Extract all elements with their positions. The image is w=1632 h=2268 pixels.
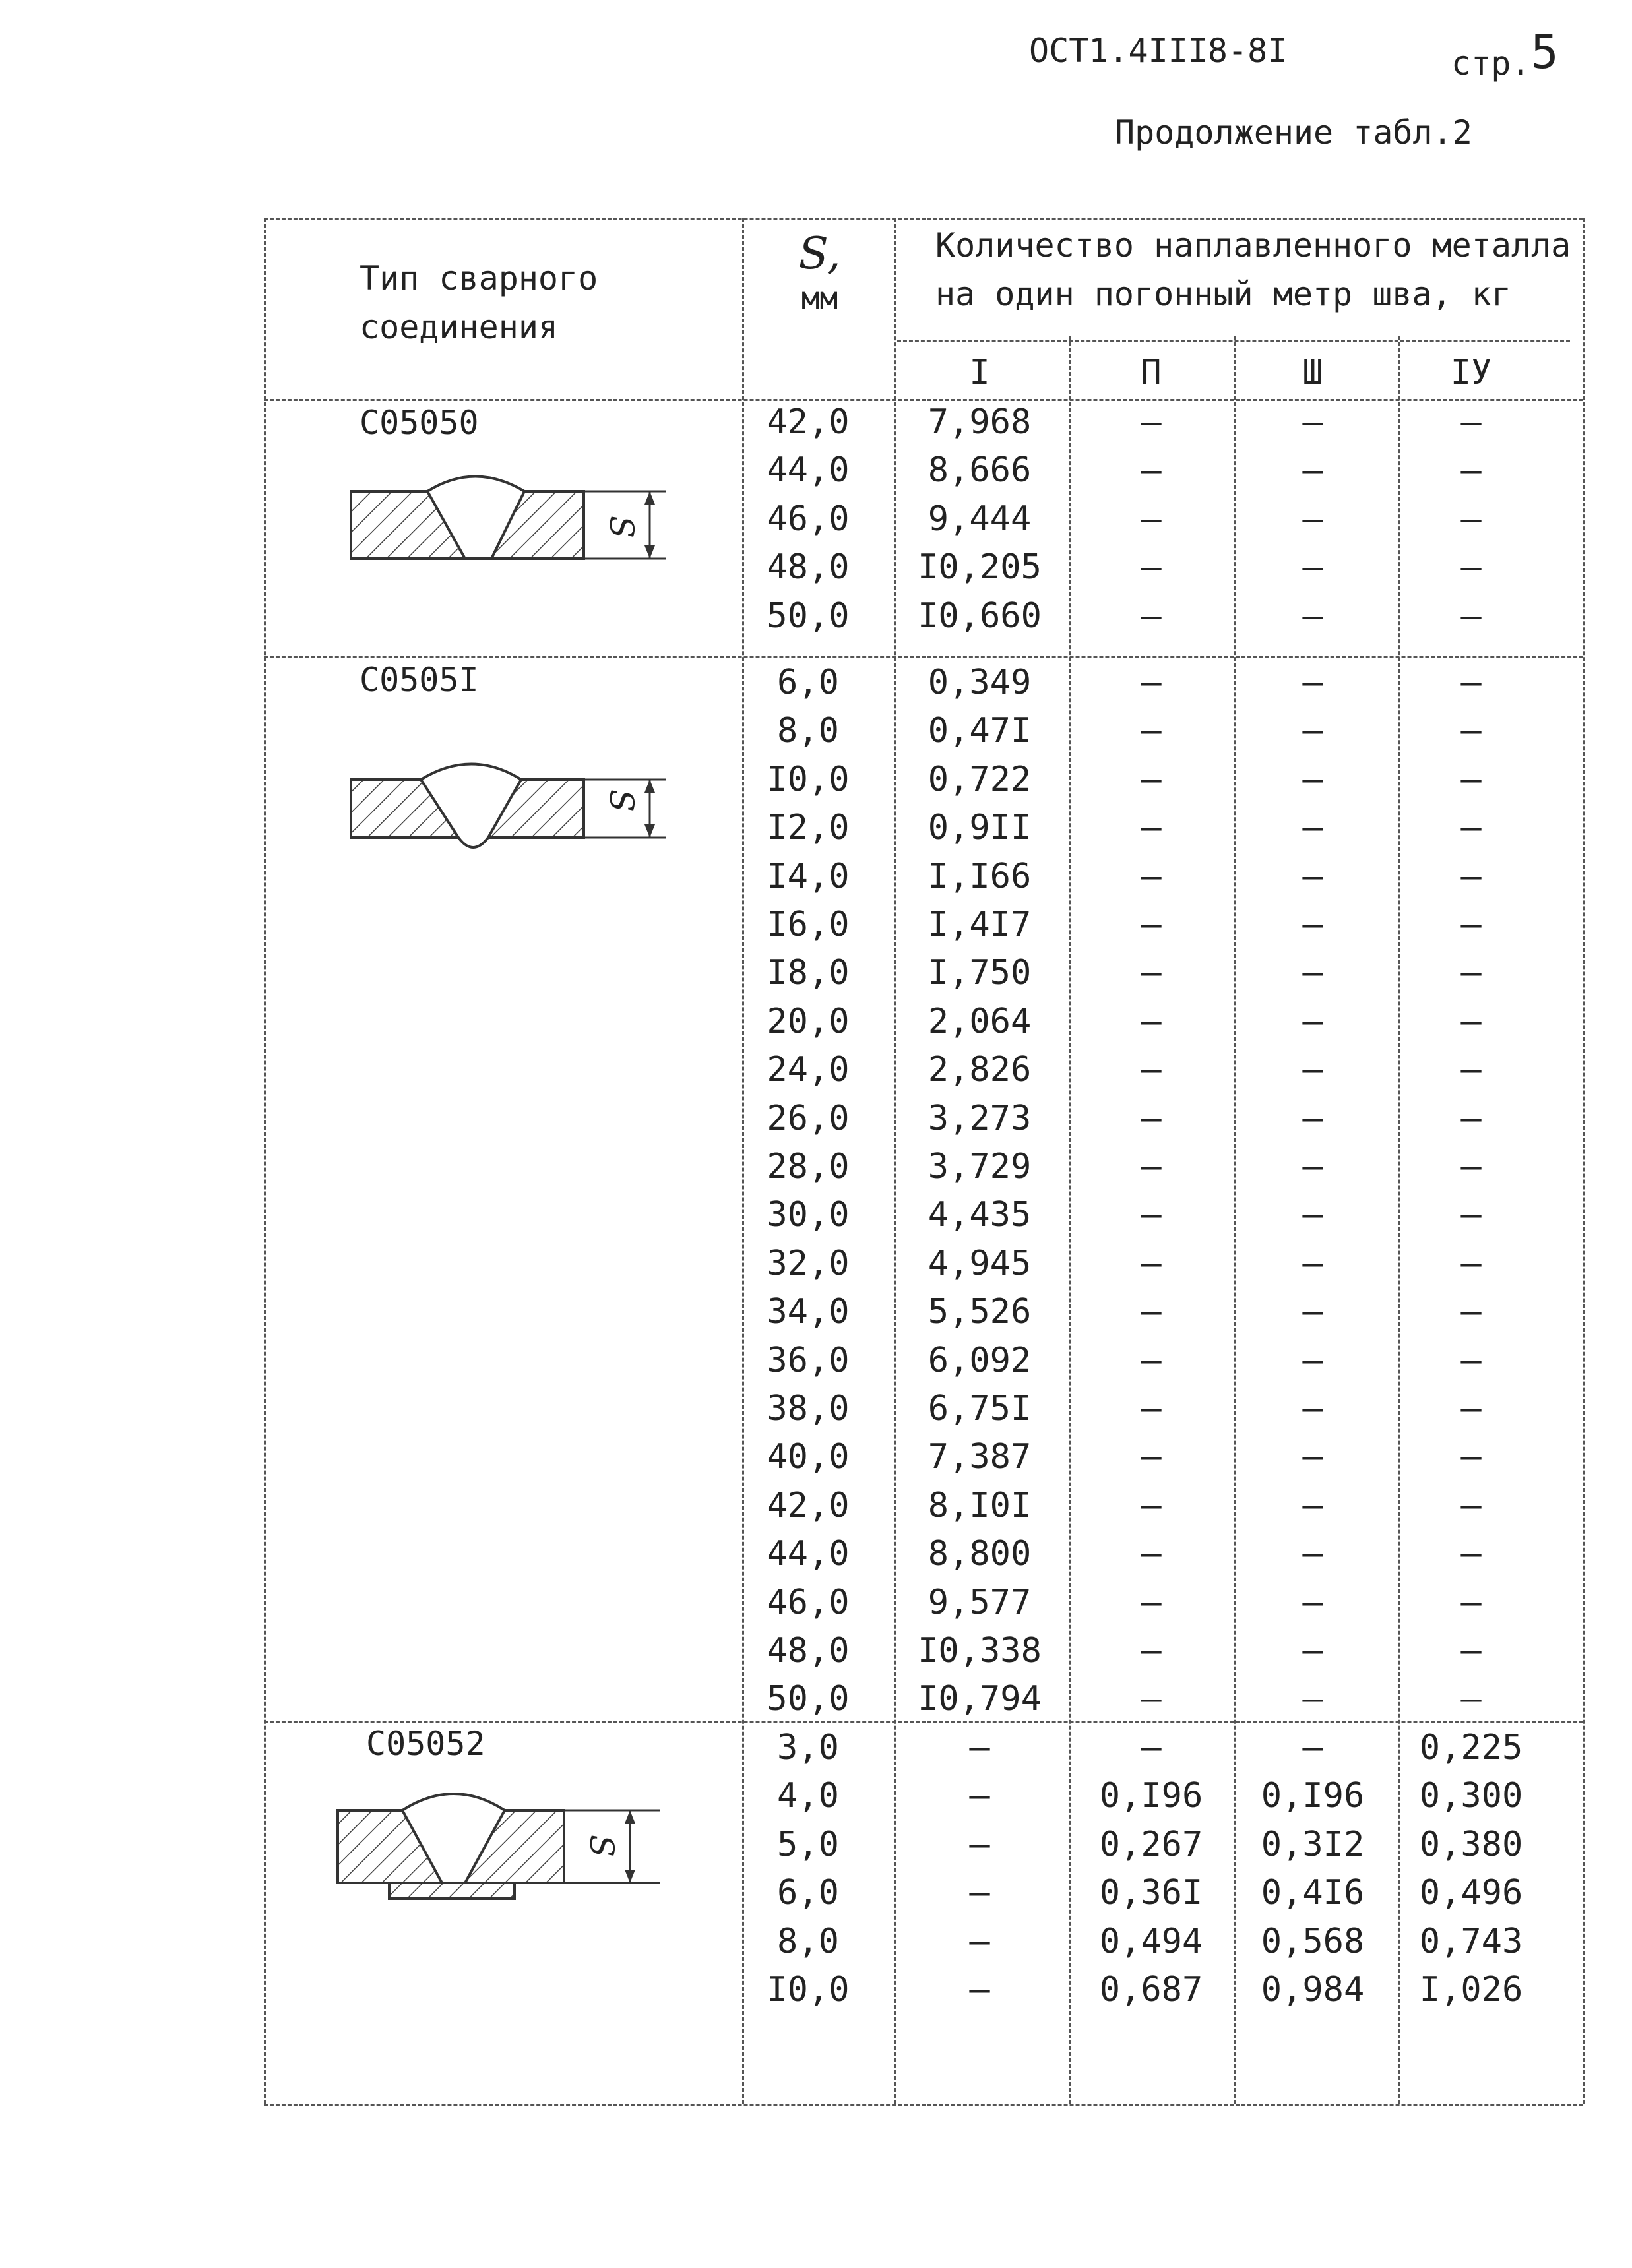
col-i-cell: 0,349 (927, 663, 1032, 702)
col-iii-cell: – (1302, 1340, 1323, 1380)
thickness-cell: 48,0 (767, 1631, 850, 1670)
col-ii-cell: – (1141, 596, 1162, 636)
col-iii-cell: – (1302, 1679, 1323, 1719)
col-iv-cell: – (1460, 1147, 1482, 1186)
col-ii-cell: – (1141, 856, 1162, 896)
col-iv-cell: – (1460, 499, 1482, 539)
col-i-cell: 8,800 (927, 1534, 1032, 1574)
col-iv-cell: 0,225 (1419, 1728, 1523, 1767)
page-label: стр. (1451, 44, 1531, 82)
col-i-cell: 2,826 (927, 1050, 1032, 1090)
thickness-cell: 50,0 (767, 1679, 850, 1719)
col-iii-cell: – (1302, 402, 1323, 442)
col-ii-cell: – (1141, 1485, 1162, 1525)
col-ii-cell: – (1141, 953, 1162, 993)
col-ii-cell: – (1141, 450, 1162, 491)
thickness-cell: I0,0 (767, 759, 850, 799)
col-i-cell: – (969, 1873, 990, 1913)
col-iii-cell: 0,4I6 (1261, 1873, 1365, 1913)
thickness-cell: I0,0 (767, 1970, 850, 2009)
subcol-header-2: П (1141, 353, 1162, 392)
table-continuation-caption: Продолжение табл.2 (1115, 113, 1472, 152)
col-i-cell: 7,387 (927, 1437, 1032, 1477)
thickness-cell: 4,0 (777, 1776, 839, 1816)
col-iii-cell: – (1302, 1631, 1323, 1670)
col-i-cell: 0,9II (927, 808, 1032, 848)
col-iv-cell: – (1460, 1631, 1482, 1670)
thickness-cell: 42,0 (767, 402, 850, 442)
col-i-cell: 3,273 (927, 1098, 1032, 1138)
col-i-cell: 9,444 (927, 499, 1032, 539)
col-iii-cell: – (1302, 1389, 1323, 1428)
col-iii-cell: – (1302, 1485, 1323, 1525)
col-iii-cell: – (1302, 1582, 1323, 1622)
thickness-cell: 28,0 (767, 1147, 850, 1186)
col-ii-cell: – (1141, 1389, 1162, 1428)
col-iii-cell: – (1302, 450, 1323, 491)
joint-type-code: С05052 (366, 1725, 486, 1763)
col-iii-cell: – (1302, 1098, 1323, 1138)
col-iv-cell: 0,496 (1419, 1873, 1523, 1913)
col-i-cell: 9,577 (927, 1582, 1032, 1622)
col-iv-cell: – (1460, 1001, 1482, 1041)
col-iv-cell: – (1460, 1437, 1482, 1477)
col-ii-cell: – (1141, 711, 1162, 751)
col-iv-cell: – (1460, 402, 1482, 442)
col-iv-cell: 0,743 (1419, 1921, 1523, 1961)
col-i-cell: – (969, 1824, 990, 1864)
document-code: ОСТ1.4III8-8I (1029, 32, 1288, 70)
col-iv-cell: – (1460, 1582, 1482, 1622)
col-iv-cell: – (1460, 1389, 1482, 1428)
col-iii-cell: – (1302, 711, 1323, 751)
col-iv-cell: – (1460, 1050, 1482, 1090)
col-i-cell: 8,666 (927, 450, 1032, 491)
col-iii-cell: 0,568 (1261, 1921, 1365, 1961)
subcol-header-1: I (969, 353, 990, 392)
col-iv-cell: – (1460, 596, 1482, 636)
col-iv-cell: – (1460, 1534, 1482, 1574)
col-ii-cell: – (1141, 1195, 1162, 1235)
header-s-unit: мм (801, 280, 838, 316)
col-i-cell: – (969, 1776, 990, 1816)
col-iii-cell: – (1302, 1147, 1323, 1186)
col-ii-cell: – (1141, 1534, 1162, 1574)
col-iii-cell: – (1302, 1195, 1323, 1235)
col-ii-cell: – (1141, 1437, 1162, 1477)
header-type-line2: соединения (360, 308, 559, 346)
col-iv-cell: – (1460, 1098, 1482, 1138)
col-iii-cell: 0,984 (1261, 1970, 1365, 2009)
sketch-dimension-label: S (602, 515, 641, 539)
col-i-cell: 4,435 (927, 1195, 1032, 1235)
col-iv-cell: – (1460, 856, 1482, 896)
header-quantity-line2: на один погонный метр шва, кг (935, 275, 1511, 313)
col-i-cell: 5,526 (927, 1292, 1032, 1332)
thickness-cell: 38,0 (767, 1389, 850, 1428)
col-ii-cell: 0,494 (1099, 1921, 1203, 1961)
thickness-cell: 46,0 (767, 1582, 850, 1622)
col-ii-cell: 0,687 (1099, 1970, 1203, 2009)
header-s-symbol: S, (798, 228, 841, 279)
thickness-cell: 46,0 (767, 499, 850, 539)
col-iii-cell: – (1302, 1728, 1323, 1767)
header-quantity-line1: Количество наплавленного металла (935, 226, 1571, 264)
col-iv-cell: – (1460, 450, 1482, 491)
col-i-cell: I,I66 (927, 856, 1032, 896)
thickness-cell: 6,0 (777, 663, 839, 702)
col-iv-cell: 0,300 (1419, 1776, 1523, 1816)
thickness-cell: 3,0 (777, 1728, 839, 1767)
col-ii-cell: – (1141, 905, 1162, 944)
col-ii-cell: – (1141, 1728, 1162, 1767)
thickness-cell: 6,0 (777, 1873, 839, 1913)
col-i-cell: I0,205 (918, 547, 1042, 588)
col-iii-cell: – (1302, 1001, 1323, 1041)
col-iv-cell: – (1460, 1292, 1482, 1332)
col-iv-cell: – (1460, 808, 1482, 848)
col-i-cell: 6,75I (927, 1389, 1032, 1428)
thickness-cell: 40,0 (767, 1437, 850, 1477)
col-iii-cell: – (1302, 905, 1323, 944)
col-iv-cell: – (1460, 759, 1482, 799)
col-iii-cell: – (1302, 808, 1323, 848)
thickness-cell: 26,0 (767, 1098, 850, 1138)
col-i-cell: 8,I0I (927, 1485, 1032, 1525)
col-iv-cell: – (1460, 547, 1482, 588)
header-type-line1: Тип сварного (360, 259, 598, 297)
header-type-col (360, 254, 598, 352)
col-ii-cell: – (1141, 1001, 1162, 1041)
subcol-header-3: Ш (1302, 353, 1323, 392)
col-iv-cell: – (1460, 711, 1482, 751)
col-iii-cell: 0,I96 (1261, 1776, 1365, 1816)
col-ii-cell: – (1141, 808, 1162, 848)
col-iii-cell: – (1302, 499, 1323, 539)
col-i-cell: 0,722 (927, 759, 1032, 799)
header-quantity-col (935, 221, 1571, 319)
col-i-cell: I0,338 (918, 1631, 1042, 1670)
thickness-cell: 50,0 (767, 596, 850, 636)
col-iii-cell: – (1302, 1437, 1323, 1477)
col-i-cell: 0,47I (927, 711, 1032, 751)
header-s-col (745, 228, 894, 316)
col-ii-cell: – (1141, 402, 1162, 442)
col-i-cell: 3,729 (927, 1147, 1032, 1186)
col-iv-cell: – (1460, 1679, 1482, 1719)
subcol-header-4: IУ (1450, 353, 1492, 392)
col-iv-cell: 0,380 (1419, 1824, 1523, 1864)
col-iii-cell: – (1302, 953, 1323, 993)
col-iv-cell: – (1460, 663, 1482, 702)
col-ii-cell: – (1141, 1147, 1162, 1186)
col-iv-cell: – (1460, 1243, 1482, 1283)
col-ii-cell: – (1141, 1631, 1162, 1670)
col-ii-cell: – (1141, 1292, 1162, 1332)
col-i-cell: I0,660 (918, 596, 1042, 636)
col-iii-cell: – (1302, 1050, 1323, 1090)
col-ii-cell: – (1141, 1243, 1162, 1283)
col-ii-cell: – (1141, 499, 1162, 539)
col-ii-cell: – (1141, 663, 1162, 702)
thickness-cell: 44,0 (767, 450, 850, 491)
col-ii-cell: – (1141, 1340, 1162, 1380)
col-i-cell: 6,092 (927, 1340, 1032, 1380)
thickness-cell: 8,0 (777, 1921, 839, 1961)
col-iii-cell: – (1302, 663, 1323, 702)
thickness-cell: 20,0 (767, 1001, 850, 1041)
col-iv-cell: I,026 (1419, 1970, 1523, 2009)
col-iii-cell: – (1302, 856, 1323, 896)
col-ii-cell: – (1141, 1050, 1162, 1090)
joint-type-code: С05050 (360, 404, 479, 442)
col-iii-cell: – (1302, 596, 1323, 636)
thickness-cell: I4,0 (767, 856, 850, 896)
weld-joint-sketch-c05051 (350, 752, 693, 864)
sketch-dimension-label: S (582, 1834, 621, 1858)
thickness-cell: 48,0 (767, 547, 850, 588)
col-i-cell: – (969, 1970, 990, 2009)
thickness-cell: 8,0 (777, 711, 839, 751)
weld-joint-sketch-c05050 (350, 472, 693, 584)
col-iii-cell: – (1302, 547, 1323, 588)
sketch-dimension-label: S (602, 789, 641, 812)
col-iii-cell: – (1302, 1534, 1323, 1574)
col-iv-cell: – (1460, 1485, 1482, 1525)
thickness-cell: 24,0 (767, 1050, 850, 1090)
col-i-cell: I,4I7 (927, 905, 1032, 944)
thickness-cell: 36,0 (767, 1340, 850, 1380)
thickness-cell: I6,0 (767, 905, 850, 944)
joint-type-code: С0505I (360, 661, 479, 699)
col-i-cell: 7,968 (927, 402, 1032, 442)
thickness-cell: I8,0 (767, 953, 850, 993)
weld-joint-sketch-c05052 (336, 1784, 679, 1922)
col-i-cell: 2,064 (927, 1001, 1032, 1041)
col-i-cell: I,750 (927, 953, 1032, 993)
col-ii-cell: 0,36I (1099, 1873, 1203, 1913)
col-ii-cell: – (1141, 1582, 1162, 1622)
col-ii-cell: – (1141, 1098, 1162, 1138)
col-iv-cell: – (1460, 1195, 1482, 1235)
col-ii-cell: – (1141, 1679, 1162, 1719)
page-number (1451, 25, 1559, 86)
col-iii-cell: – (1302, 759, 1323, 799)
col-iii-cell: – (1302, 1292, 1323, 1332)
col-iv-cell: – (1460, 953, 1482, 993)
thickness-cell: 42,0 (767, 1485, 850, 1525)
col-i-cell: – (969, 1728, 990, 1767)
col-ii-cell: – (1141, 547, 1162, 588)
col-iv-cell: – (1460, 905, 1482, 944)
col-iv-cell: – (1460, 1340, 1482, 1380)
thickness-cell: I2,0 (767, 808, 850, 848)
page-number-value: 5 (1530, 25, 1559, 79)
col-iii-cell: – (1302, 1243, 1323, 1283)
thickness-cell: 30,0 (767, 1195, 850, 1235)
thickness-cell: 34,0 (767, 1292, 850, 1332)
col-i-cell: I0,794 (918, 1679, 1042, 1719)
col-i-cell: – (969, 1921, 990, 1961)
thickness-cell: 5,0 (777, 1824, 839, 1864)
col-iii-cell: 0,3I2 (1261, 1824, 1365, 1864)
thickness-cell: 44,0 (767, 1534, 850, 1574)
col-ii-cell: 0,267 (1099, 1824, 1203, 1864)
col-i-cell: 4,945 (927, 1243, 1032, 1283)
col-ii-cell: – (1141, 759, 1162, 799)
col-ii-cell: 0,I96 (1099, 1776, 1203, 1816)
thickness-cell: 32,0 (767, 1243, 850, 1283)
